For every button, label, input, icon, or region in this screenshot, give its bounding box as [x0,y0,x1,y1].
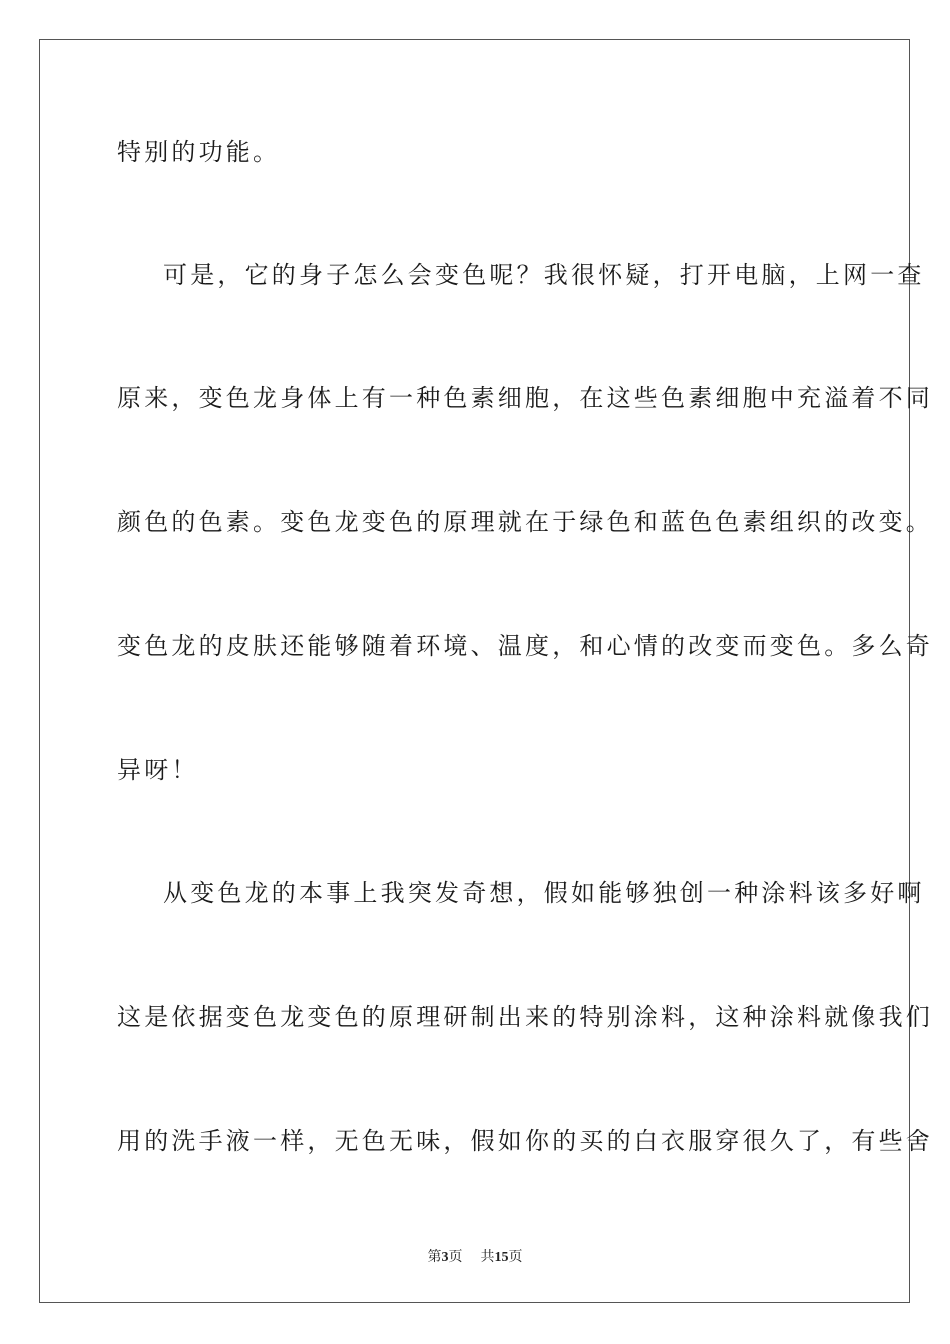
footer-page-current: 3 [441,1250,449,1265]
text-line-8: 这是依据变色龙变色的原理研制出来的特别涂料，这种涂料就像我们 [117,1003,933,1031]
text-line-7: 从变色龙的本事上我突发奇想，假如能够独创一种涂料该多好啊 [163,879,925,907]
text-line-5: 变色龙的皮肤还能够随着环境、温度，和心情的改变而变色。多么奇 [117,632,933,660]
footer-total-unit: 页 [508,1250,523,1265]
text-line-2: 可是，它的身子怎么会变色呢？我很怀疑，打开电脑，上网一查 [163,261,925,289]
text-line-4: 颜色的色素。变色龙变色的原理就在于绿色和蓝色色素组织的改变。 [117,508,933,536]
footer-page-prefix: 第 [427,1250,442,1265]
text-line-9: 用的洗手液一样，无色无味，假如你的买的白衣服穿很久了，有些舍 [117,1127,933,1155]
footer-page-unit: 页 [448,1250,463,1265]
footer-total-prefix: 共 [480,1250,495,1265]
text-line-1: 特别的功能。 [117,138,281,166]
text-line-3: 原来，变色龙身体上有一种色素细胞，在这些色素细胞中充溢着不同 [117,384,933,412]
footer-page-total: 15 [494,1250,509,1265]
page-footer [0,1246,950,1266]
text-line-6: 异呀！ [117,756,199,784]
page-border [39,39,933,1303]
